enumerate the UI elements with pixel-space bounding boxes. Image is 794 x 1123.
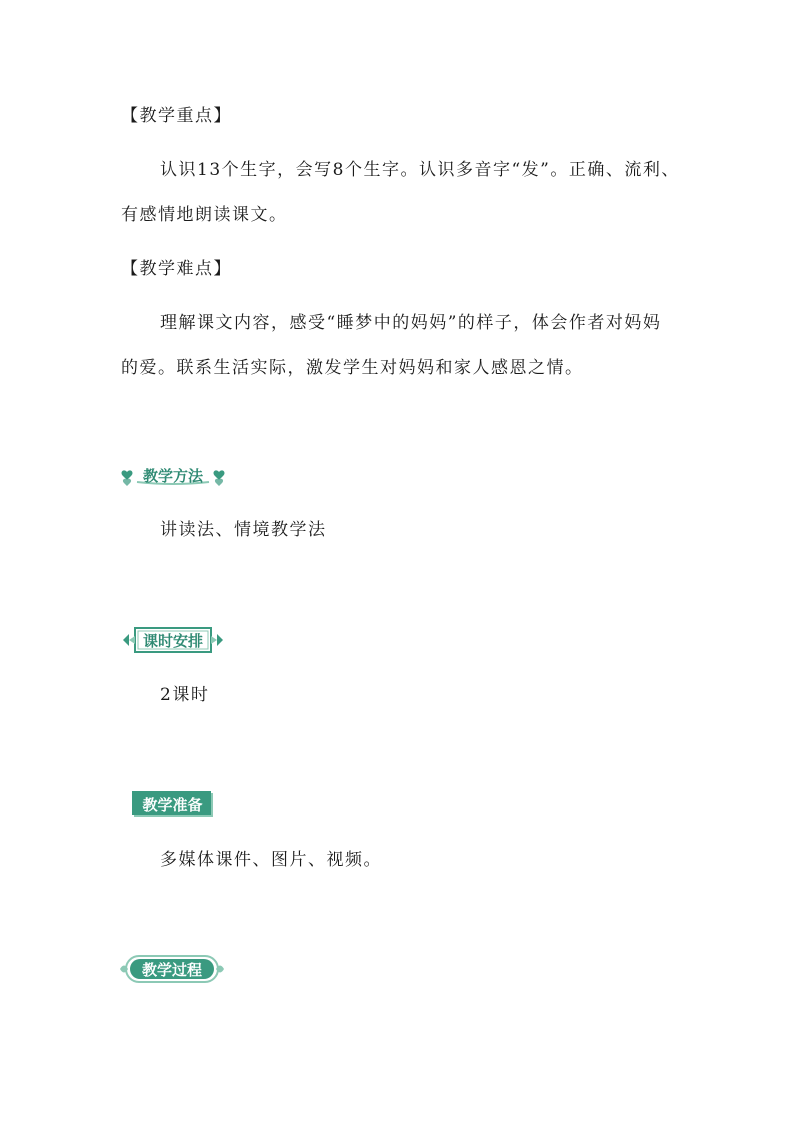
focus-text-line-2: 有感情地朗读课文。 [121, 205, 288, 225]
difficulty-text-line-1: 理解课文内容，感受“睡梦中的妈妈”的样子，体会作者对妈妈 [160, 313, 662, 333]
schedule-text: 2课时 [160, 685, 210, 705]
difficulty-text-line-2: 的爱。联系生活实际，激发学生对妈妈和家人感恩之情。 [121, 358, 584, 378]
method-badge-label: 教学方法 [142, 466, 203, 485]
method-text: 讲读法、情境教学法 [160, 520, 327, 540]
preparation-badge [130, 789, 215, 819]
method-badge [121, 460, 225, 490]
preparation-badge-label: 教学准备 [142, 795, 203, 814]
difficulty-heading: 【教学难点】 [121, 259, 232, 279]
preparation-text: 多媒体课件、图片、视频。 [160, 850, 382, 870]
schedule-badge-label: 课时安排 [142, 631, 203, 650]
process-badge [118, 954, 226, 984]
process-badge-label: 教学过程 [141, 960, 202, 979]
schedule-badge [121, 625, 225, 655]
focus-text-line-1: 认识13个生字，会写8个生字。认识多音字“发”。正确、流利、 [160, 160, 680, 180]
focus-heading: 【教学重点】 [121, 106, 232, 126]
